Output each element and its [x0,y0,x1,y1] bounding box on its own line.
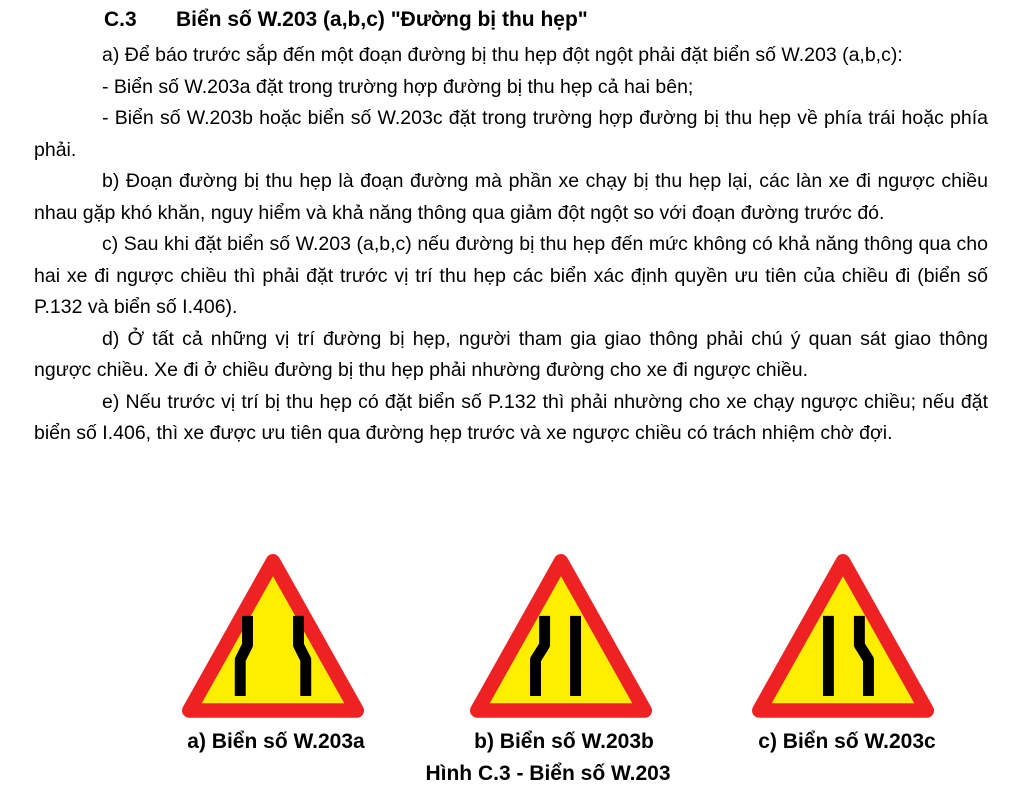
bullet-w203a: - Biển số W.203a đặt trong trường hợp đường bị thu hẹp cả hai bên; [102,75,694,98]
caption-w203a: a) Biển số W.203a [187,730,365,753]
figure-title: Hình C.3 - Biển số W.203 [425,762,671,785]
paragraph-a: a) Để báo trước sắp đến một đoạn đường bị thu hẹp đột ngột phải đặt biển số W.203 (a,b,c): [102,44,903,66]
sign-w203c-icon [752,550,934,720]
body-text [34,40,988,450]
figure-signs [0,550,1024,720]
caption-w203b: b) Biển số W.203b [474,730,654,753]
paragraph-c: c) Sau khi đặt biển số W.203 (a,b,c) nếu đường bị thu hẹp đến mức không có khả năng thông qua cho hai xe đi ngược chiều thì phải đặt trước vị trí thu hẹp các biển xác định quyền ưu tiên của chiều đi (biển số P.132 và biển số I.406). [34,233,988,318]
paragraph-e: e) Nếu trước vị trí bị thu hẹp có đặt biển số P.132 thì phải nhường cho xe chạy ngược chiều; nếu đặt biển số I.406, thì xe được ưu tiên qua đường hẹp trước và xe ngược chiều có trách nhiệm chờ đợi. [34,390,988,444]
section-number: C.3 [104,8,137,31]
caption-w203c: c) Biển số W.203c [758,730,936,753]
bullet-w203bc: - Biển số W.203b hoặc biển số W.203c đặt trong trường hợp đường bị thu hẹp về phía trái hoặc phía phải. [34,107,988,161]
section-heading [104,8,588,32]
section-title: Biển số W.203 (a,b,c) "Đường bị thu hẹp" [176,8,588,31]
sign-w203a-icon [182,550,364,720]
paragraph-b: b) Đoạn đường bị thu hẹp là đoạn đường mà phần xe chạy bị thu hẹp lại, các làn xe đi ngược chiều nhau gặp khó khăn, nguy hiểm và khả năng thông qua giảm đột ngột so với đoạn đường trước đó. [34,170,988,224]
sign-w203b-icon [470,550,652,720]
paragraph-d: d) Ở tất cả những vị trí đường bị hẹp, người tham gia giao thông phải chú ý quan sát giao thông ngược chiều. Xe đi ở chiều đường bị thu hẹp phải nhường đường cho xe đi ngược chiều. [34,327,988,381]
